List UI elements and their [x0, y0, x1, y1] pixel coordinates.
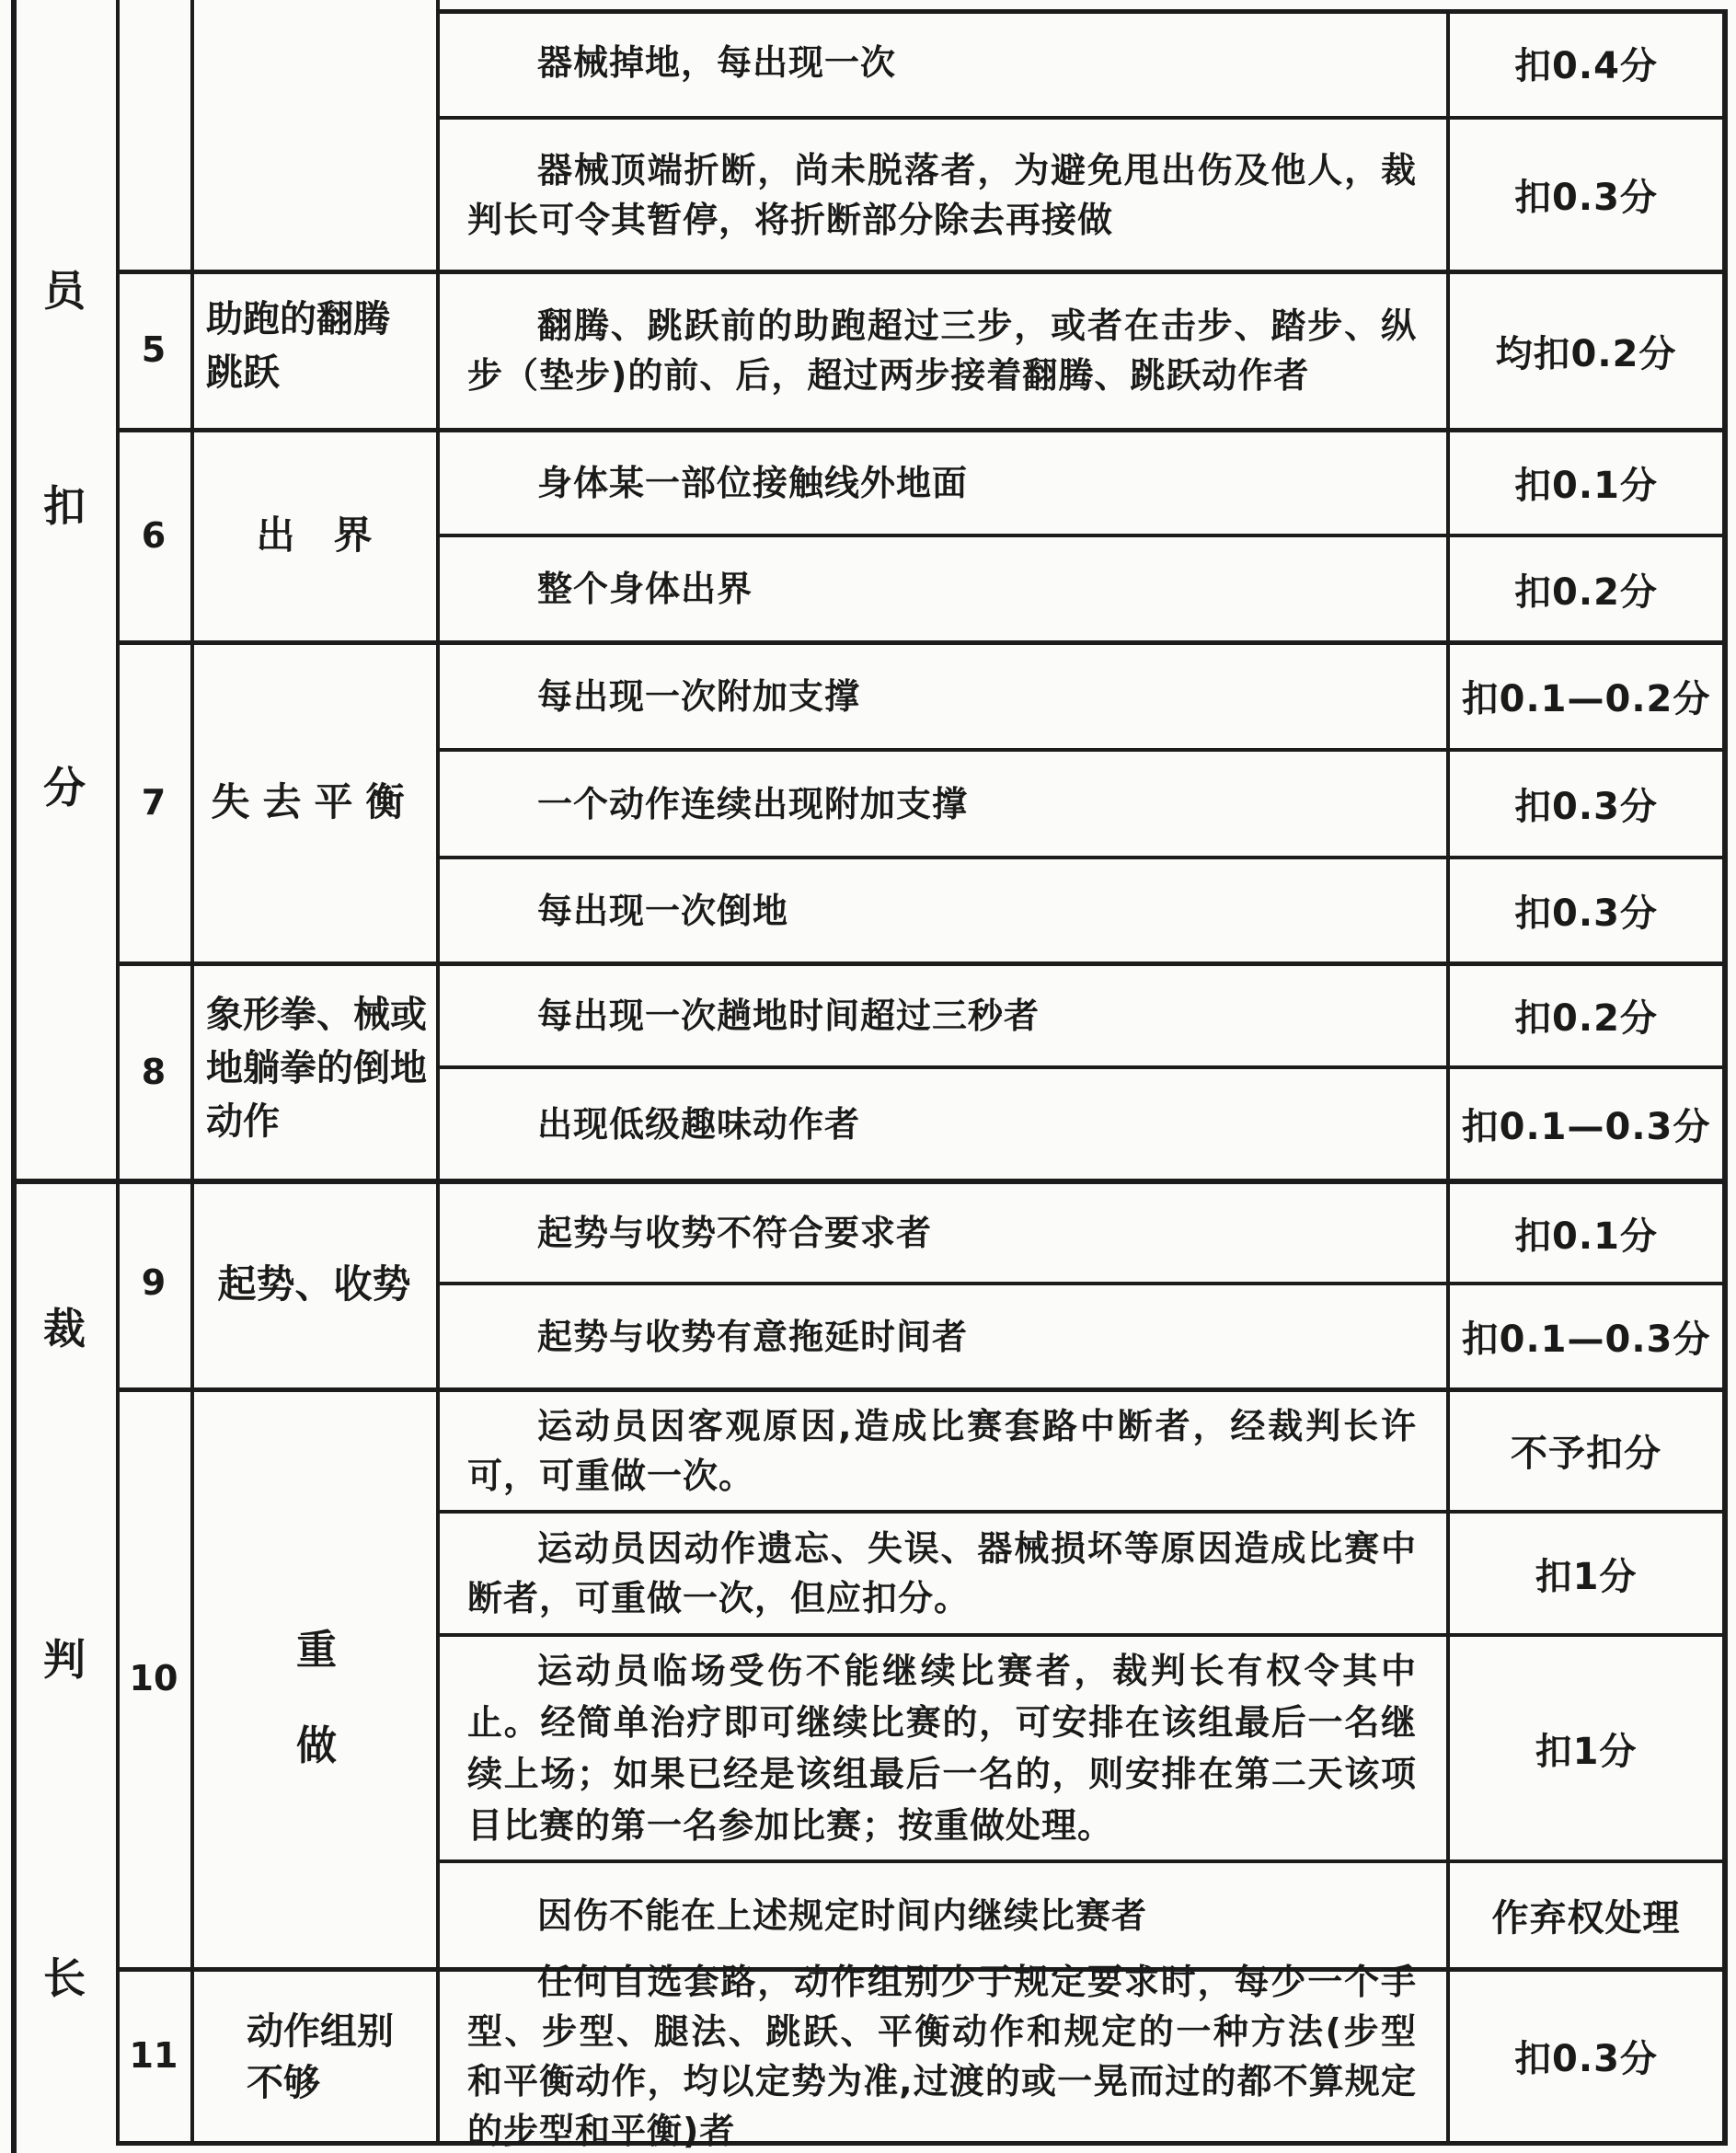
deduction-cell: 扣1分 — [1535, 1730, 1638, 1773]
judge-group-label: 判 — [43, 1635, 86, 1685]
row-number: 9 — [141, 1262, 167, 1303]
category-cell: 重做 — [296, 1627, 337, 1769]
judge-group-label: 分 — [43, 763, 86, 812]
description-cell — [440, 537, 1444, 640]
description-text: 因伤不能在上述规定时间内继续比赛者 — [537, 1894, 1148, 1936]
deduction-cell: 均扣0.2分 — [1495, 332, 1677, 375]
description-text: 任何自选套路，动作组别少于规定要求时，每少一个手型、步型、腿法、跳跃、平衡动作和规定的一种方法(步型和平衡动作，均以定势为准,过渡的或一晃而过的都不算规定的步型和平衡)者 — [467, 1961, 1417, 2151]
category-cell: 动作组别不够 — [247, 2010, 394, 2104]
category-cell: 助跑的翻腾跳跃 — [206, 298, 390, 394]
deduction-cell: 扣0.3分 — [1514, 892, 1658, 935]
description-text: 每出现一次倒地 — [537, 890, 789, 931]
description-text: 起势与收势不符合要求者 — [537, 1213, 933, 1253]
description-cell — [440, 120, 1444, 270]
deduction-cell: 作弃权处理 — [1491, 1897, 1681, 1940]
category-cell: 失去平衡 — [211, 779, 418, 824]
description-text: 运动员因动作遗忘、失误、器械损坏等原因造成比赛中断者，可重做一次，但应扣分。 — [467, 1528, 1417, 1618]
description-text: 翻腾、跳跃前的助跑超过三步，或者在击步、踏步、纵步（垫步)的前、后，超过两步接着翻腾、跳跃动作者 — [467, 305, 1417, 396]
description-cell — [440, 1391, 1444, 1510]
deduction-cell: 扣0.2分 — [1514, 997, 1658, 1040]
description-cell — [440, 1637, 1444, 1859]
deduction-cell: 扣0.3分 — [1514, 177, 1658, 219]
description-text: 一个动作连续出现附加支撑 — [537, 783, 969, 824]
description-cell — [440, 1863, 1444, 1967]
description-text: 起势与收势有意拖延时间者 — [537, 1316, 969, 1357]
description-cell — [440, 1961, 1444, 2151]
category-cell: 起势、收势 — [217, 1261, 411, 1307]
description-cell — [440, 1285, 1444, 1387]
description-text: 运动员因客观原因,造成比赛套路中断者，经裁判长许可，可重做一次。 — [467, 1405, 1417, 1496]
judge-group-label: 员 — [43, 266, 86, 316]
description-cell — [440, 644, 1444, 748]
description-cell — [440, 273, 1444, 428]
deduction-cell: 扣0.1分 — [1514, 465, 1658, 507]
row-number: 11 — [129, 2035, 178, 2076]
description-text: 出现低级趣味动作者 — [537, 1103, 861, 1145]
description-text: 运动员临场受伤不能继续比赛者，裁判长有权令其中止。经简单治疗即可继续比赛的，可安排在该组最后一名继续上场；如果已经是该组最后一名的，则安排在第二天该项目比赛的第一名参加比赛；按重做处理。 — [467, 1651, 1417, 1846]
deduction-cell: 扣0.2分 — [1514, 570, 1658, 614]
deduction-cell: 扣1分 — [1535, 1555, 1638, 1598]
deduction-cell: 扣0.3分 — [1514, 2038, 1658, 2080]
description-cell — [440, 1184, 1444, 1282]
row-number: 6 — [141, 515, 167, 556]
row-number: 10 — [129, 1658, 178, 1698]
deduction-cell: 扣0.1—0.3分 — [1461, 1106, 1711, 1148]
description-cell — [440, 9, 1444, 116]
description-cell — [440, 1514, 1444, 1633]
description-text: 器械掉地，每出现一次 — [537, 42, 897, 83]
row-number: 7 — [141, 782, 167, 823]
judge-group-label: 扣 — [43, 481, 86, 531]
description-cell — [440, 752, 1444, 856]
grid-line-col-category — [190, 0, 194, 2146]
deduction-cell: 扣0.1—0.2分 — [1461, 678, 1711, 720]
description-text: 每出现一次附加支撑 — [537, 675, 861, 717]
description-text: 每出现一次趟地时间超过三秒者 — [537, 995, 1040, 1036]
category-cell: 象形拳、械或地躺拳的倒地动作 — [206, 994, 427, 1143]
description-text: 身体某一部位接触线外地面 — [537, 462, 969, 503]
description-cell — [440, 965, 1444, 1065]
deduction-cell: 扣0.4分 — [1514, 44, 1658, 87]
judge-group-label: 长 — [43, 1953, 86, 2003]
grid-line-right-border — [1722, 9, 1728, 2146]
judge-group-label: 裁 — [43, 1304, 86, 1353]
description-cell — [440, 432, 1444, 534]
category-cell: 出 界 — [256, 512, 373, 558]
row-number: 5 — [141, 329, 167, 370]
row-number: 8 — [141, 1052, 167, 1092]
description-cell — [440, 859, 1444, 961]
deduction-cell: 不予扣分 — [1511, 1433, 1661, 1475]
description-text: 整个身体出界 — [537, 569, 753, 609]
description-text: 器械顶端折断，尚未脱落者，为避免甩出伤及他人，裁判长可令其暂停，将折断部分除去再接做 — [467, 149, 1417, 240]
deduction-cell: 扣0.1—0.3分 — [1461, 1318, 1711, 1361]
description-cell — [440, 1069, 1444, 1179]
deduction-cell: 扣0.3分 — [1514, 786, 1658, 828]
deduction-cell: 扣0.1分 — [1514, 1215, 1658, 1258]
grid-line-left-border — [11, 0, 17, 2153]
